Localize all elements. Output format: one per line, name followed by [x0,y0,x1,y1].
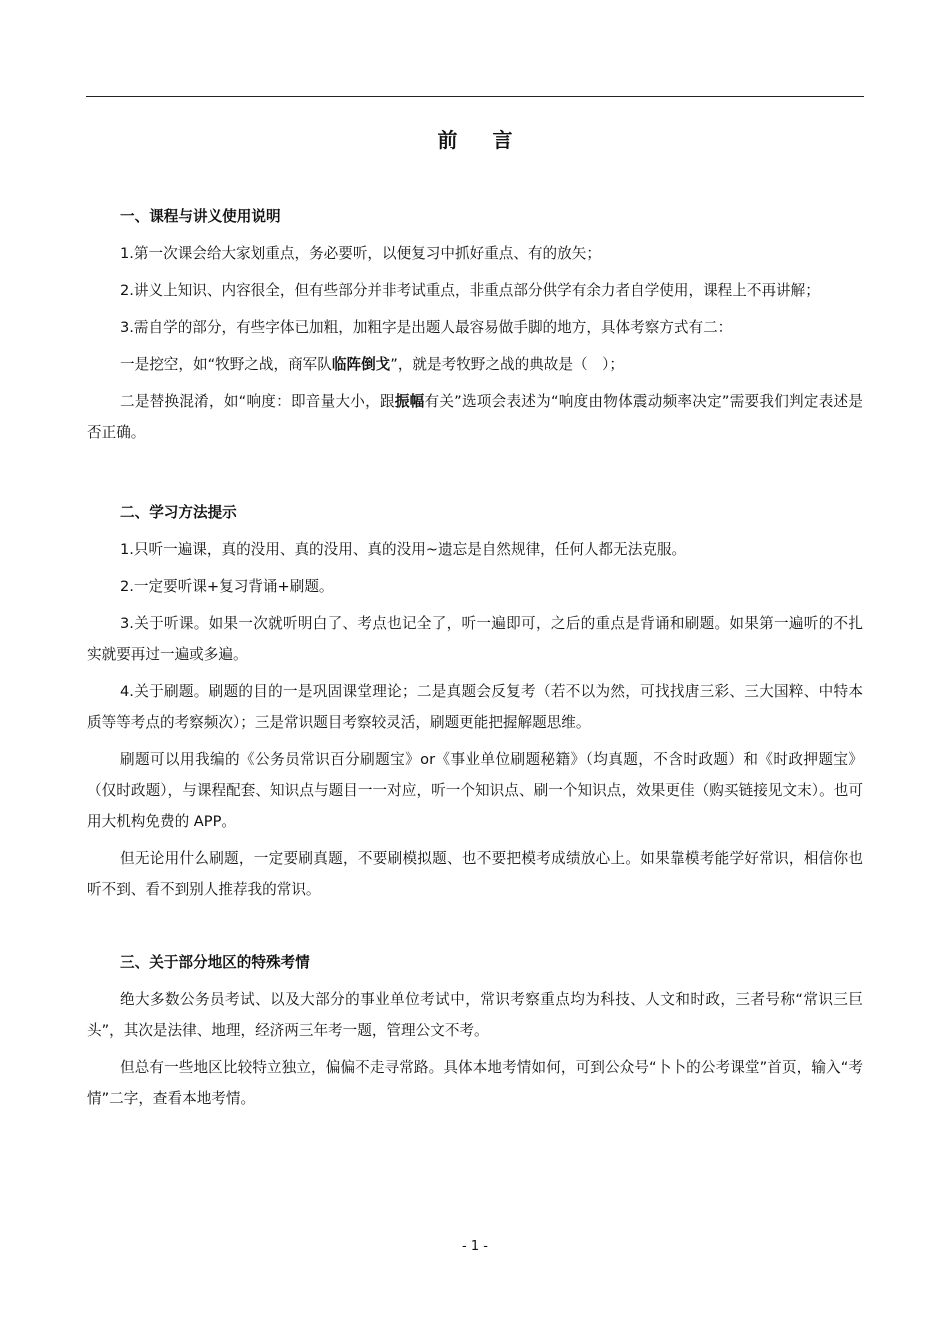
paragraph: 但无论用什么刷题，一定要刷真题，不要刷模拟题、也不要把模考成绩放心上。如果靠模考能学好常识，相信你也听不到、看不到别人推荐我的常识。 [87,850,863,898]
page-number: - 1 - [462,1239,488,1254]
paragraph: 绝大多数公务员考试、以及大部分的事业单位考试中，常识考察重点均为科技、人文和时政，三者号称“常识三巨头”，其次是法律、地理，经济两三年考一题，管理公文不考。 [87,991,863,1039]
paragraph: 1.第一次课会给大家划重点，务必要听，以便复习中抓好重点、有的放矢； [120,245,601,262]
paragraph: 4.关于刷题。刷题的目的一是巩固课堂理论；二是真题会反复考（若不以为然，可找找唐三彩、三大国粹、中特本质等等考点的考察频次）；三是常识题目考察较灵活，刷题更能把握解题思维。 [87,683,863,731]
paragraph: 2.一定要听课+复习背诵+刷题。 [120,578,334,595]
header-rule [86,96,864,97]
section-heading: 一、课程与讲义使用说明 [120,208,281,225]
example-paragraph [87,349,863,380]
paragraph: 但总有一些地区比较特立独立，偏偏不走寻常路。具体本地考情如何，可到公众号“卜卜的公考课堂”首页，输入“考情”二字，查看本地考情。 [87,1059,863,1107]
section-spacer [87,905,863,947]
paragraph: 1.只听一遍课，真的没用、真的没用、真的没用~遗忘是自然规律，任何人都无法克服。 [120,541,687,558]
bold-keyword: 临阵倒戈 [331,356,391,373]
example-text: 有关”选项会表述为“响度由物体震动频率决定”需要我们判定表述是否正确。 [87,393,863,441]
page-title: 前 言 [437,128,527,152]
paragraph: 2.讲义上知识、内容很全，但有些部分并非考试重点，非重点部分供学有余力者自学使用，课程上不再讲解； [120,282,820,299]
paragraph: 3.需自学的部分，有些字体已加粗，加粗字是出题人最容易做手脚的地方，具体考察方式有二： [120,319,733,336]
bold-keyword: 振幅 [394,393,425,410]
example-text: 二是替换混淆，如“响度：即音量大小，跟 [120,393,395,410]
example-text: 一是挖空，如“牧野之战，商军队 [120,356,332,373]
document-body [87,201,863,1114]
section-heading: 三、关于部分地区的特殊考情 [120,954,310,971]
section-heading: 二、学习方法提示 [120,504,237,521]
paragraph: 3.关于听课。如果一次就听明白了、考点也记全了，听一遍即可，之后的重点是背诵和刷题。如果第一遍听的不扎实就要再过一遍或多遍。 [87,615,863,663]
example-paragraph [87,386,863,448]
example-text: ”，就是考牧野之战的典故是（ ）； [390,356,625,373]
paragraph: 刷题可以用我编的《公务员常识百分刷题宝》or《事业单位刷题秘籍》（均真题，不含时政题）和《时政押题宝》（仅时政题），与课程配套、知识点与题目一一对应，听一个知识点、刷一个知识点，效果更佳（购买链接见文末）。也可用大机构免费的 APP。 [87,751,863,830]
section-spacer [87,448,863,497]
